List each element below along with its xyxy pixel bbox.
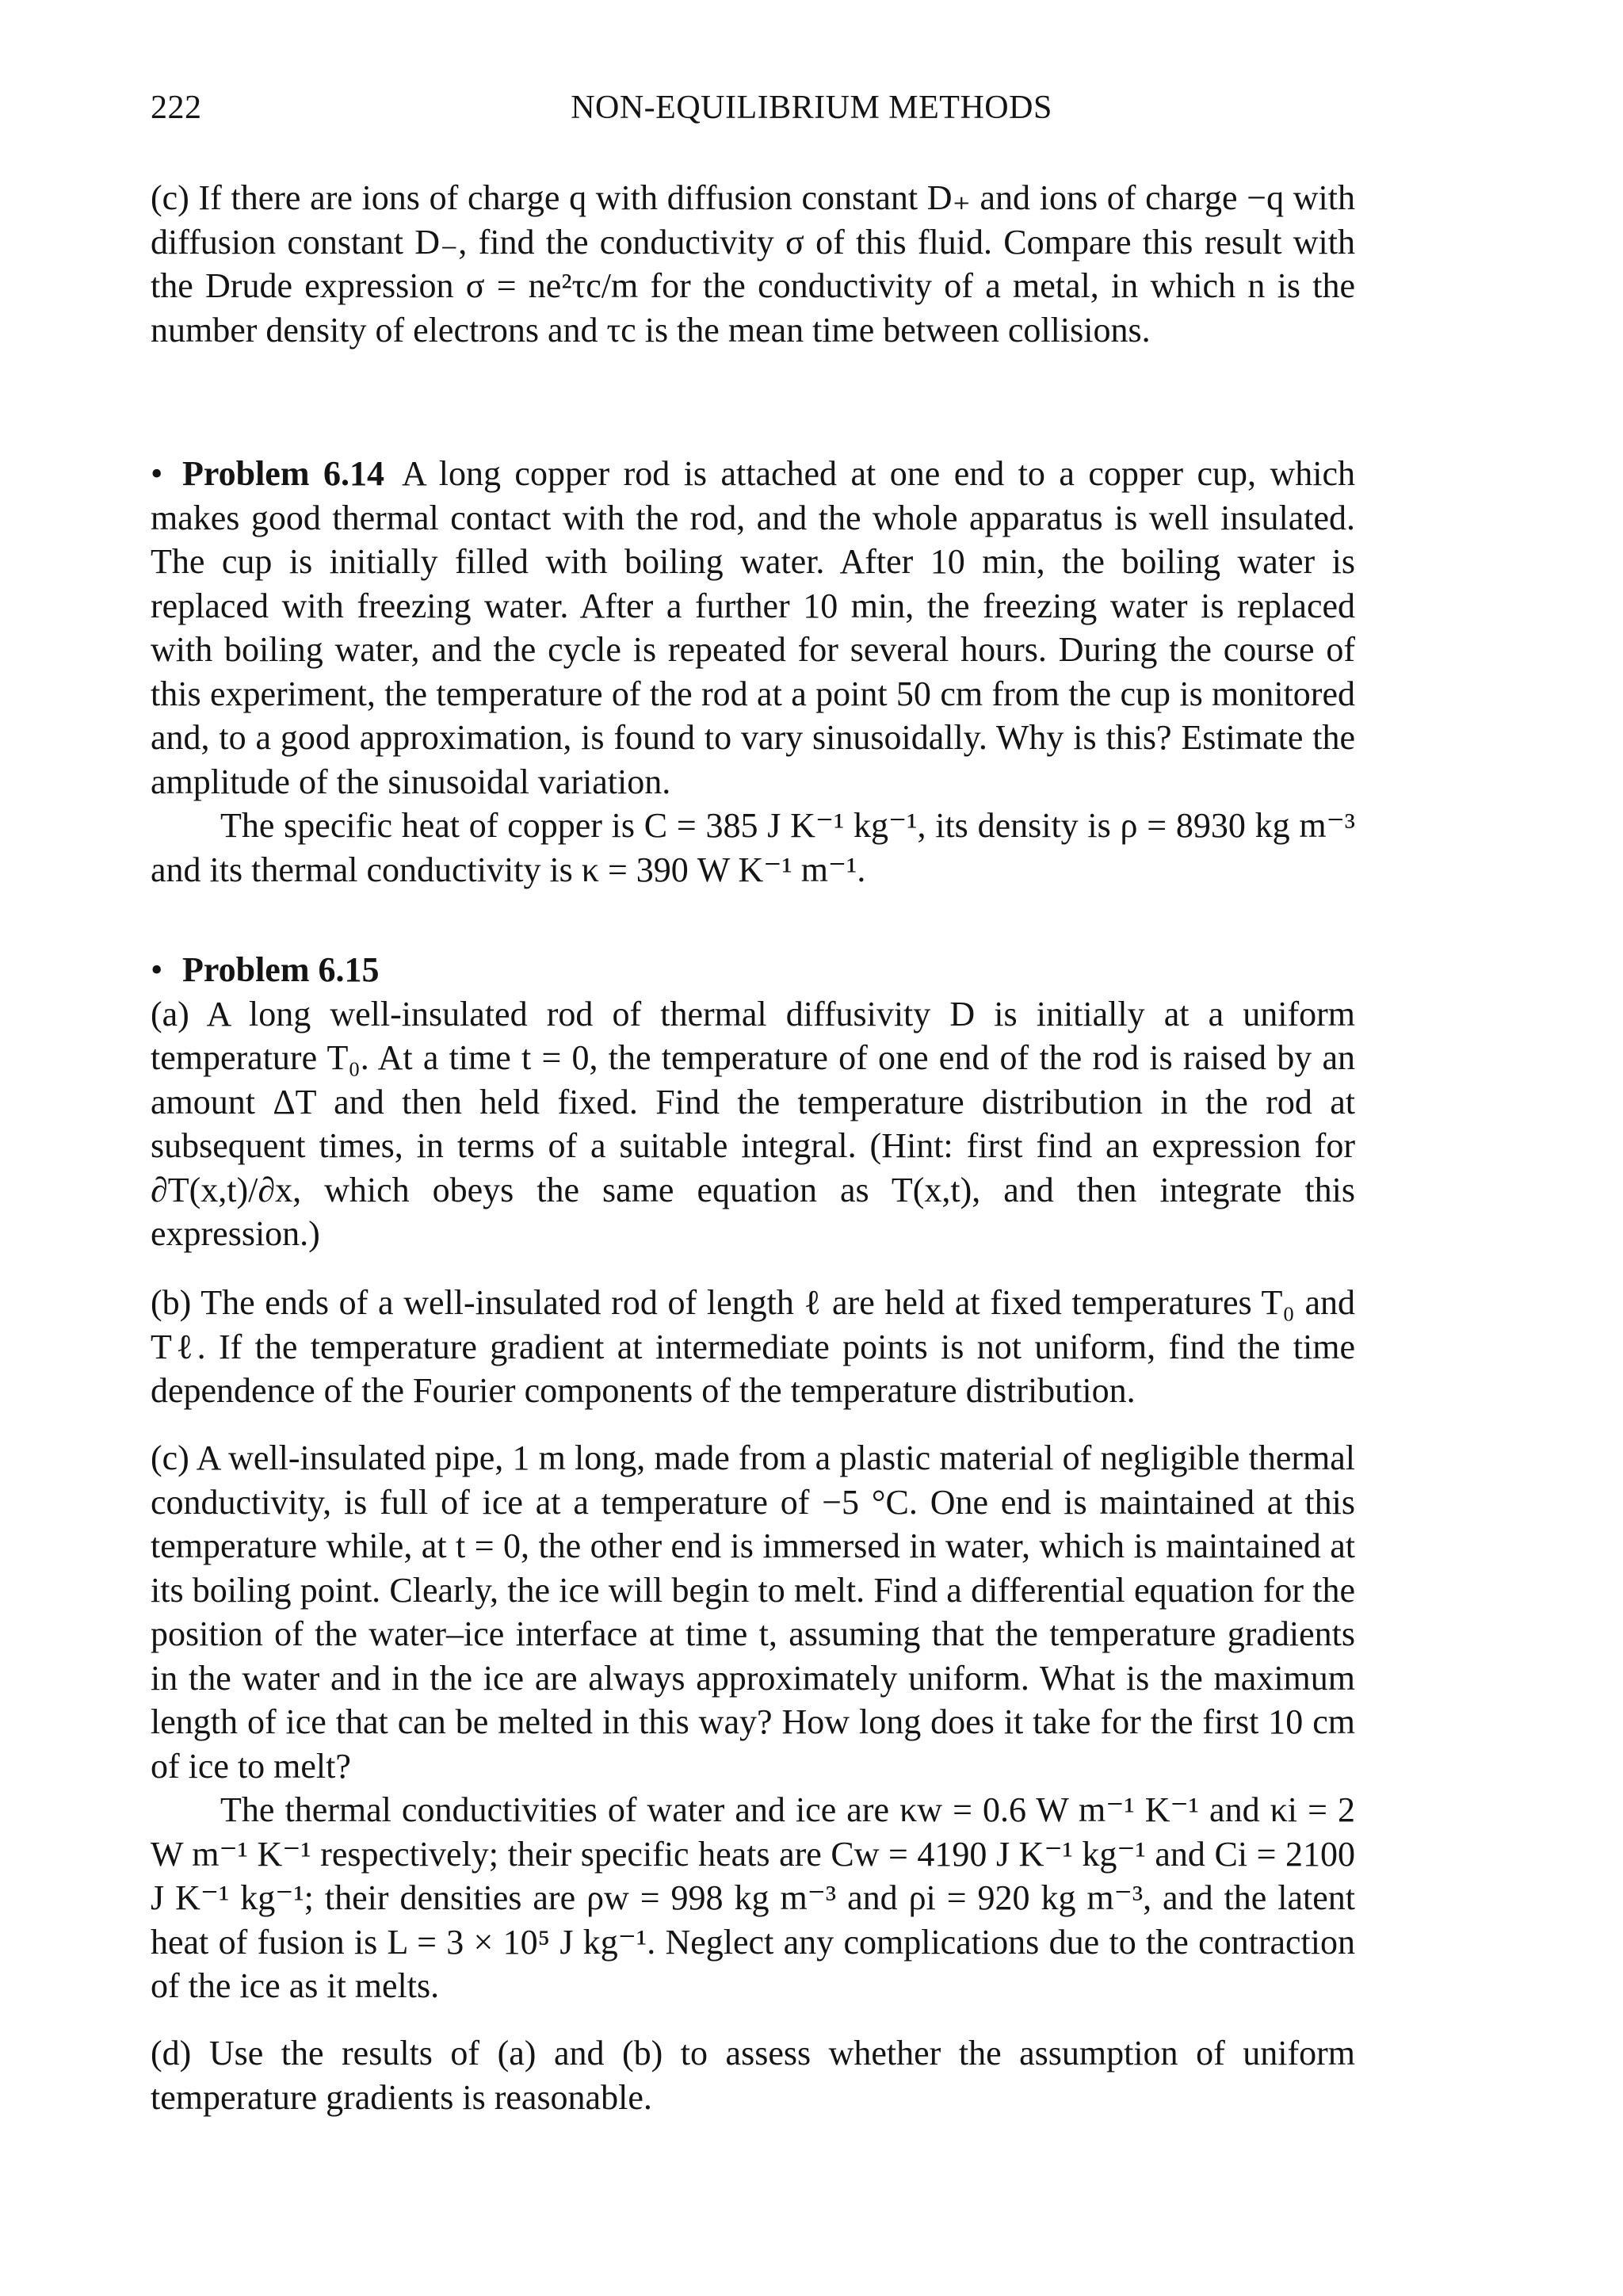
problem-6-15-part-c-data: The thermal conductivities of water and ice are κw = 0.6 W m⁻¹ K⁻¹ and κi = 2 W m⁻¹ K⁻¹ respectively; their specific heats are Cw = 4190 J K⁻¹ kg⁻¹ and Ci = 2100 J K⁻¹ kg⁻¹; their densities are ρw = 998 kg m⁻³ and ρi = 920 kg m⁻³, and the latent heat of fusion is L = 3 × 10⁵ J kg⁻¹. Neglect any complications due to the contraction of the ice as it melts.: [151, 1790, 1355, 2005]
part-c-previous-problem: [151, 176, 1355, 352]
bullet-icon: •: [151, 950, 163, 989]
problem-6-15: [151, 948, 1355, 1256]
problem-6-14-label: Problem 6.14: [182, 454, 384, 493]
problem-6-15-part-d-block: [151, 2031, 1355, 2119]
problem-6-15-part-b-block: [151, 1281, 1355, 1413]
problem-6-15-label: Problem 6.15: [182, 950, 380, 989]
problem-6-15-part-a: (a) A long well-insulated rod of thermal diffusivity D is initially at a uniform temperature T₀. At a time t = 0, the temperature of one end of the rod is raised by an amount ΔT and then held fixed. Find the temperature distribution in the rod at subsequent times, in terms of a suitable integral. (Hint: first find an expression for ∂T(x,t)/∂x, which obeys the same equation as T(x,t), and then integrate this expression.): [151, 994, 1355, 1253]
problem-6-15-part-d: (d) Use the results of (a) and (b) to assess whether the assumption of uniform temperature gradients is reasonable.: [151, 2034, 1355, 2117]
problem-6-15-part-b: (b) The ends of a well-insulated rod of length ℓ are held at fixed temperatures T₀ and Tℓ. If the temperature gradient at intermediate points is not uniform, find the time dependence of the Fourier components of the temperature distribution.: [151, 1283, 1355, 1410]
problem-6-15-part-c-block: [151, 1436, 1355, 2008]
problem-6-14: [151, 452, 1355, 892]
running-title: NON-EQUILIBRIUM METHODS: [571, 90, 1052, 126]
page-number: 222: [151, 90, 202, 126]
problem-6-15-heading: [151, 948, 1355, 992]
part-c-text: (c) If there are ions of charge q with diffusion constant D₊ and ions of charge −q with diffusion constant D₋, find the conductivity σ of this fluid. Compare this result with the Drude expression σ = ne²τc/m for the conductivity of a metal, in which n is the number density of electrons and τc is the mean time between collisions.: [151, 178, 1355, 350]
bullet-icon: •: [151, 454, 163, 493]
problem-6-14-statement: [151, 452, 1355, 804]
problem-6-14-text: A long copper rod is attached at one end to a copper cup, which makes good thermal contact with the rod, and the whole apparatus is well insulated. The cup is initially filled with boiling water. After 10 min, the boiling water is replaced with freezing water. After a further 10 min, the freezing water is replaced with boiling water, and the cycle is repeated for several hours. During the course of this experiment, the temperature of the rod at a point 50 cm from the cup is monitored and, to a good approximation, is found to vary sinusoidally. Why is this? Estimate the amplitude of the sinusoidal variation.: [151, 454, 1356, 801]
problem-6-15-part-c: (c) A well-insulated pipe, 1 m long, made from a plastic material of negligible thermal conductivity, is full of ice at a temperature of −5 °C. One end is maintained at this temperature while, at t = 0, the other end is immersed in water, which is maintained at its boiling point. Clearly, the ice will begin to melt. Find a differential equation for the position of the water–ice interface at time t, assuming that the temperature gradients in the water and in the ice are always approximately uniform. What is the maximum length of ice that can be melted in this way? How long does it take for the first 10 cm of ice to melt?: [151, 1438, 1355, 1786]
problem-6-14-data: The specific heat of copper is C = 385 J K⁻¹ kg⁻¹, its density is ρ = 8930 kg m⁻³ and its thermal conductivity is κ = 390 W K⁻¹ m⁻¹.: [151, 806, 1355, 889]
